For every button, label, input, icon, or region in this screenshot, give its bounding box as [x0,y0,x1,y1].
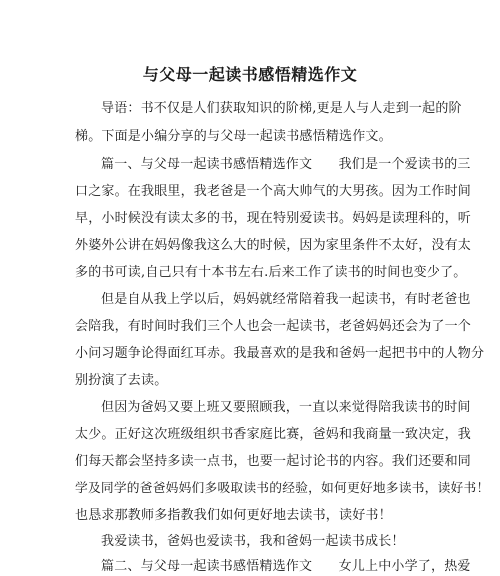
paragraph-line: 别扮演了去读。 [75,373,168,388]
paragraph-line: 但是自从我上学以后，妈妈就经常陪着我一起读书，有时老爸也 [101,292,471,307]
paragraph-line: 口之家。在我眼里，我老爸是一个高大帅气的大男孩。因为工作时间 [75,184,472,199]
paragraph-line: 也恳求那教师多指教我们如何更好地去读书，读好书！ [75,508,392,523]
paragraph-line: 会陪我，有时间时我们三个人也会一起读书，老爸妈妈还会为了一个 [75,319,472,334]
paragraph-line: 早，小时候没有读太多的书，现在特别爱读书。妈妈是读理科的，听 [75,211,472,226]
paragraph-line: 我爱读书，爸妈也爱读书，我和爸妈一起读书成长！ [101,534,405,549]
paragraph-line: 梯。下面是小编分享的与父母一起读书感悟精选作文。 [75,129,392,144]
paragraph-line: 导语：书不仅是人们获取知识的阶梯,更是人与人走到一起的阶 [101,101,462,116]
paragraph-line: 学及同学的爸爸妈妈们多吸取读书的经验，如何更好地多读书，读好书！ [75,481,490,496]
paragraph-line: 外婆外公讲在妈妈像我这么大的时候，因为家里条件不太好，没有太 [75,238,472,253]
paragraph-line: 小问习题争论得面红耳赤。我最喜欢的是我和爸妈一起把书中的人物分 [75,346,485,361]
paragraph-line: 篇一、与父母一起读书感悟精选作文 我们是一个爱读书的三 [101,157,471,172]
paragraph-line: 们每天都会坚持多读一点书，也要一起讨论书的内容。我们还要和同 [75,454,472,469]
paragraph-line: 多的书可读,自己只有十本书左右.后来工作了读书的时间也变少了。 [75,265,467,280]
document-title: 与父母一起读书感悟精选作文 [142,65,358,84]
paragraph-line: 但因为爸妈又要上班又要照顾我，一直以来觉得陪我读书的时间 [101,400,471,415]
paragraph-line: 太少。正好这次班级组织书香家庭比赛，爸妈和我商量一致决定，我 [75,427,472,442]
paragraph-line: 篇二、与父母一起读书感悟精选作文 女儿上中小学了，热爱 [101,559,471,574]
